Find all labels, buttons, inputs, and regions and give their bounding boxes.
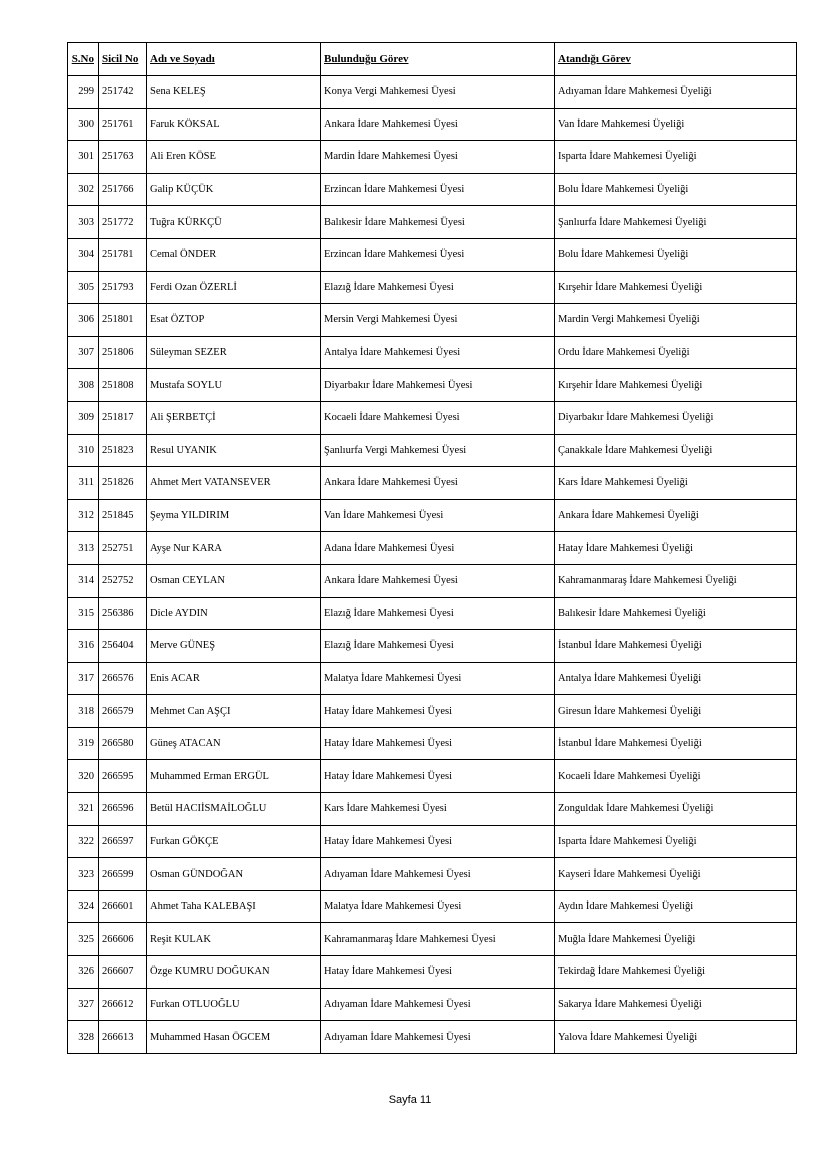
cell-current-post: Elazığ İdare Mahkemesi Üyesi — [321, 630, 555, 663]
cell-current-post: Elazığ İdare Mahkemesi Üyesi — [321, 597, 555, 630]
cell-name: Faruk KÖKSAL — [147, 108, 321, 141]
cell-assigned-post: Diyarbakır İdare Mahkemesi Üyeliği — [555, 401, 797, 434]
cell-current-post: Kocaeli İdare Mahkemesi Üyesi — [321, 401, 555, 434]
cell-sno: 321 — [68, 793, 99, 826]
table-row — [68, 271, 797, 304]
cell-name: Betül HACIİSMAİLOĞLU — [147, 793, 321, 826]
table-row — [68, 141, 797, 174]
cell-assigned-post: Bolu İdare Mahkemesi Üyeliği — [555, 173, 797, 206]
table-row — [68, 564, 797, 597]
cell-assigned-post: Kırşehir İdare Mahkemesi Üyeliği — [555, 369, 797, 402]
cell-assigned-post: Aydın İdare Mahkemesi Üyeliği — [555, 890, 797, 923]
cell-name: Ahmet Mert VATANSEVER — [147, 467, 321, 500]
cell-sno: 307 — [68, 336, 99, 369]
cell-name: Enis ACAR — [147, 662, 321, 695]
cell-assigned-post: Muğla İdare Mahkemesi Üyeliği — [555, 923, 797, 956]
cell-name: Şeyma YILDIRIM — [147, 499, 321, 532]
table-row — [68, 662, 797, 695]
cell-name: Osman CEYLAN — [147, 564, 321, 597]
table-row — [68, 727, 797, 760]
cell-sicil-no: 251742 — [99, 76, 147, 109]
cell-current-post: Hatay İdare Mahkemesi Üyesi — [321, 695, 555, 728]
table-row — [68, 76, 797, 109]
cell-sno: 315 — [68, 597, 99, 630]
table-row — [68, 858, 797, 891]
table-row — [68, 760, 797, 793]
cell-name: Ali Eren KÖSE — [147, 141, 321, 174]
cell-sicil-no: 266579 — [99, 695, 147, 728]
table-body — [68, 76, 797, 1054]
cell-assigned-post: Adıyaman İdare Mahkemesi Üyeliği — [555, 76, 797, 109]
cell-sicil-no: 251761 — [99, 108, 147, 141]
cell-current-post: Erzincan İdare Mahkemesi Üyesi — [321, 238, 555, 271]
cell-current-post: Hatay İdare Mahkemesi Üyesi — [321, 825, 555, 858]
cell-name: Merve GÜNEŞ — [147, 630, 321, 663]
cell-assigned-post: Isparta İdare Mahkemesi Üyeliği — [555, 825, 797, 858]
cell-assigned-post: Ordu İdare Mahkemesi Üyeliği — [555, 336, 797, 369]
table-row — [68, 630, 797, 663]
header-assigned-post: Atandığı Görev — [555, 43, 797, 76]
cell-current-post: Hatay İdare Mahkemesi Üyesi — [321, 760, 555, 793]
cell-current-post: Ankara İdare Mahkemesi Üyesi — [321, 467, 555, 500]
cell-assigned-post: Isparta İdare Mahkemesi Üyeliği — [555, 141, 797, 174]
cell-current-post: Hatay İdare Mahkemesi Üyesi — [321, 956, 555, 989]
header-name: Adı ve Soyadı — [147, 43, 321, 76]
cell-sno: 300 — [68, 108, 99, 141]
cell-sno: 310 — [68, 434, 99, 467]
cell-current-post: Ankara İdare Mahkemesi Üyesi — [321, 108, 555, 141]
cell-sicil-no: 256386 — [99, 597, 147, 630]
cell-sno: 304 — [68, 238, 99, 271]
cell-current-post: Adıyaman İdare Mahkemesi Üyesi — [321, 858, 555, 891]
header-current-post: Bulunduğu Görev — [321, 43, 555, 76]
cell-current-post: Malatya İdare Mahkemesi Üyesi — [321, 890, 555, 923]
cell-sicil-no: 266595 — [99, 760, 147, 793]
cell-sno: 311 — [68, 467, 99, 500]
cell-sicil-no: 256404 — [99, 630, 147, 663]
cell-current-post: Konya Vergi Mahkemesi Üyesi — [321, 76, 555, 109]
cell-sicil-no: 251772 — [99, 206, 147, 239]
cell-assigned-post: Hatay İdare Mahkemesi Üyeliği — [555, 532, 797, 565]
cell-sno: 305 — [68, 271, 99, 304]
cell-name: Ayşe Nur KARA — [147, 532, 321, 565]
cell-name: Özge KUMRU DOĞUKAN — [147, 956, 321, 989]
cell-sicil-no: 251817 — [99, 401, 147, 434]
cell-assigned-post: Kırşehir İdare Mahkemesi Üyeliği — [555, 271, 797, 304]
cell-sno: 313 — [68, 532, 99, 565]
table-row — [68, 467, 797, 500]
table-row — [68, 597, 797, 630]
cell-sicil-no: 266606 — [99, 923, 147, 956]
cell-assigned-post: Zonguldak İdare Mahkemesi Üyeliği — [555, 793, 797, 826]
table-row — [68, 825, 797, 858]
cell-sicil-no: 252751 — [99, 532, 147, 565]
cell-sno: 306 — [68, 304, 99, 337]
cell-sno: 301 — [68, 141, 99, 174]
table-row — [68, 434, 797, 467]
cell-current-post: Adıyaman İdare Mahkemesi Üyesi — [321, 988, 555, 1021]
table-row — [68, 923, 797, 956]
cell-sicil-no: 266597 — [99, 825, 147, 858]
cell-sicil-no: 266601 — [99, 890, 147, 923]
cell-name: Reşit KULAK — [147, 923, 321, 956]
table-row — [68, 988, 797, 1021]
cell-current-post: Mardin İdare Mahkemesi Üyesi — [321, 141, 555, 174]
cell-sicil-no: 251808 — [99, 369, 147, 402]
cell-sno: 322 — [68, 825, 99, 858]
cell-sno: 326 — [68, 956, 99, 989]
cell-assigned-post: Sakarya İdare Mahkemesi Üyeliği — [555, 988, 797, 1021]
cell-name: Galip KÜÇÜK — [147, 173, 321, 206]
cell-current-post: Kars İdare Mahkemesi Üyesi — [321, 793, 555, 826]
cell-sno: 318 — [68, 695, 99, 728]
cell-assigned-post: Tekirdağ İdare Mahkemesi Üyeliği — [555, 956, 797, 989]
cell-current-post: Elazığ İdare Mahkemesi Üyesi — [321, 271, 555, 304]
cell-sno: 299 — [68, 76, 99, 109]
cell-sno: 323 — [68, 858, 99, 891]
cell-assigned-post: Yalova İdare Mahkemesi Üyeliği — [555, 1021, 797, 1054]
cell-name: Tuğra KÜRKÇÜ — [147, 206, 321, 239]
cell-name: Resul UYANIK — [147, 434, 321, 467]
cell-current-post: Balıkesir İdare Mahkemesi Üyesi — [321, 206, 555, 239]
cell-sicil-no: 266599 — [99, 858, 147, 891]
cell-sicil-no: 251801 — [99, 304, 147, 337]
table-row — [68, 173, 797, 206]
cell-sicil-no: 251766 — [99, 173, 147, 206]
cell-sno: 319 — [68, 727, 99, 760]
table-row — [68, 1021, 797, 1054]
cell-name: Esat ÖZTOP — [147, 304, 321, 337]
cell-sno: 302 — [68, 173, 99, 206]
cell-assigned-post: Şanlıurfa İdare Mahkemesi Üyeliği — [555, 206, 797, 239]
cell-current-post: Hatay İdare Mahkemesi Üyesi — [321, 727, 555, 760]
page-number: Sayfa 11 — [388, 1094, 432, 1106]
table-row — [68, 336, 797, 369]
cell-assigned-post: İstanbul İdare Mahkemesi Üyeliği — [555, 630, 797, 663]
cell-sno: 303 — [68, 206, 99, 239]
table-row — [68, 369, 797, 402]
cell-name: Dicle AYDIN — [147, 597, 321, 630]
cell-name: Süleyman SEZER — [147, 336, 321, 369]
cell-sicil-no: 266612 — [99, 988, 147, 1021]
cell-sicil-no: 266576 — [99, 662, 147, 695]
cell-sicil-no: 266596 — [99, 793, 147, 826]
table-row — [68, 401, 797, 434]
cell-current-post: Adıyaman İdare Mahkemesi Üyesi — [321, 1021, 555, 1054]
table-row — [68, 206, 797, 239]
cell-assigned-post: Çanakkale İdare Mahkemesi Üyeliği — [555, 434, 797, 467]
cell-current-post: Mersin Vergi Mahkemesi Üyesi — [321, 304, 555, 337]
cell-current-post: Diyarbakır İdare Mahkemesi Üyesi — [321, 369, 555, 402]
cell-assigned-post: İstanbul İdare Mahkemesi Üyeliği — [555, 727, 797, 760]
cell-current-post: Van İdare Mahkemesi Üyesi — [321, 499, 555, 532]
cell-current-post: Şanlıurfa Vergi Mahkemesi Üyesi — [321, 434, 555, 467]
cell-name: Güneş ATACAN — [147, 727, 321, 760]
cell-assigned-post: Kahramanmaraş İdare Mahkemesi Üyeliği — [555, 564, 797, 597]
cell-name: Furkan GÖKÇE — [147, 825, 321, 858]
cell-sicil-no: 251823 — [99, 434, 147, 467]
cell-sicil-no: 266580 — [99, 727, 147, 760]
table-header-row — [68, 43, 797, 76]
cell-assigned-post: Balıkesir İdare Mahkemesi Üyeliği — [555, 597, 797, 630]
cell-sicil-no: 251763 — [99, 141, 147, 174]
cell-sno: 328 — [68, 1021, 99, 1054]
cell-assigned-post: Mardin Vergi Mahkemesi Üyeliği — [555, 304, 797, 337]
cell-sicil-no: 266613 — [99, 1021, 147, 1054]
cell-sno: 320 — [68, 760, 99, 793]
cell-assigned-post: Kayseri İdare Mahkemesi Üyeliği — [555, 858, 797, 891]
cell-name: Mustafa SOYLU — [147, 369, 321, 402]
table-row — [68, 695, 797, 728]
cell-sno: 316 — [68, 630, 99, 663]
cell-name: Mehmet Can AŞÇI — [147, 695, 321, 728]
cell-sicil-no: 266607 — [99, 956, 147, 989]
cell-name: Muhammed Hasan ÖGCEM — [147, 1021, 321, 1054]
cell-sicil-no: 252752 — [99, 564, 147, 597]
cell-assigned-post: Ankara İdare Mahkemesi Üyeliği — [555, 499, 797, 532]
cell-sicil-no: 251845 — [99, 499, 147, 532]
cell-name: Cemal ÖNDER — [147, 238, 321, 271]
cell-assigned-post: Bolu İdare Mahkemesi Üyeliği — [555, 238, 797, 271]
cell-sno: 309 — [68, 401, 99, 434]
cell-assigned-post: Kars İdare Mahkemesi Üyeliği — [555, 467, 797, 500]
header-sicil-no: Sicil No — [99, 43, 147, 76]
cell-current-post: Kahramanmaraş İdare Mahkemesi Üyesi — [321, 923, 555, 956]
table-row — [68, 499, 797, 532]
cell-current-post: Adana İdare Mahkemesi Üyesi — [321, 532, 555, 565]
cell-name: Ali ŞERBETÇİ — [147, 401, 321, 434]
cell-name: Furkan OTLUOĞLU — [147, 988, 321, 1021]
cell-sno: 312 — [68, 499, 99, 532]
cell-name: Muhammed Erman ERGÜL — [147, 760, 321, 793]
cell-sicil-no: 251793 — [99, 271, 147, 304]
cell-assigned-post: Van İdare Mahkemesi Üyeliği — [555, 108, 797, 141]
cell-current-post: Erzincan İdare Mahkemesi Üyesi — [321, 173, 555, 206]
cell-current-post: Ankara İdare Mahkemesi Üyesi — [321, 564, 555, 597]
table-row — [68, 238, 797, 271]
cell-current-post: Antalya İdare Mahkemesi Üyesi — [321, 336, 555, 369]
header-sno: S.No — [68, 43, 99, 76]
table-row — [68, 793, 797, 826]
table-row — [68, 956, 797, 989]
table-row — [68, 304, 797, 337]
cell-assigned-post: Kocaeli İdare Mahkemesi Üyeliği — [555, 760, 797, 793]
cell-sno: 324 — [68, 890, 99, 923]
assignment-table — [67, 42, 797, 1054]
cell-sno: 314 — [68, 564, 99, 597]
cell-sicil-no: 251826 — [99, 467, 147, 500]
cell-sno: 325 — [68, 923, 99, 956]
cell-current-post: Malatya İdare Mahkemesi Üyesi — [321, 662, 555, 695]
table-row — [68, 108, 797, 141]
cell-name: Sena KELEŞ — [147, 76, 321, 109]
cell-sicil-no: 251781 — [99, 238, 147, 271]
cell-name: Ferdi Ozan ÖZERLİ — [147, 271, 321, 304]
cell-name: Osman GÜNDOĞAN — [147, 858, 321, 891]
cell-sno: 308 — [68, 369, 99, 402]
cell-assigned-post: Giresun İdare Mahkemesi Üyeliği — [555, 695, 797, 728]
table-row — [68, 890, 797, 923]
cell-sicil-no: 251806 — [99, 336, 147, 369]
table-row — [68, 532, 797, 565]
cell-sno: 327 — [68, 988, 99, 1021]
cell-assigned-post: Antalya İdare Mahkemesi Üyeliği — [555, 662, 797, 695]
cell-name: Ahmet Taha KALEBAŞI — [147, 890, 321, 923]
cell-sno: 317 — [68, 662, 99, 695]
